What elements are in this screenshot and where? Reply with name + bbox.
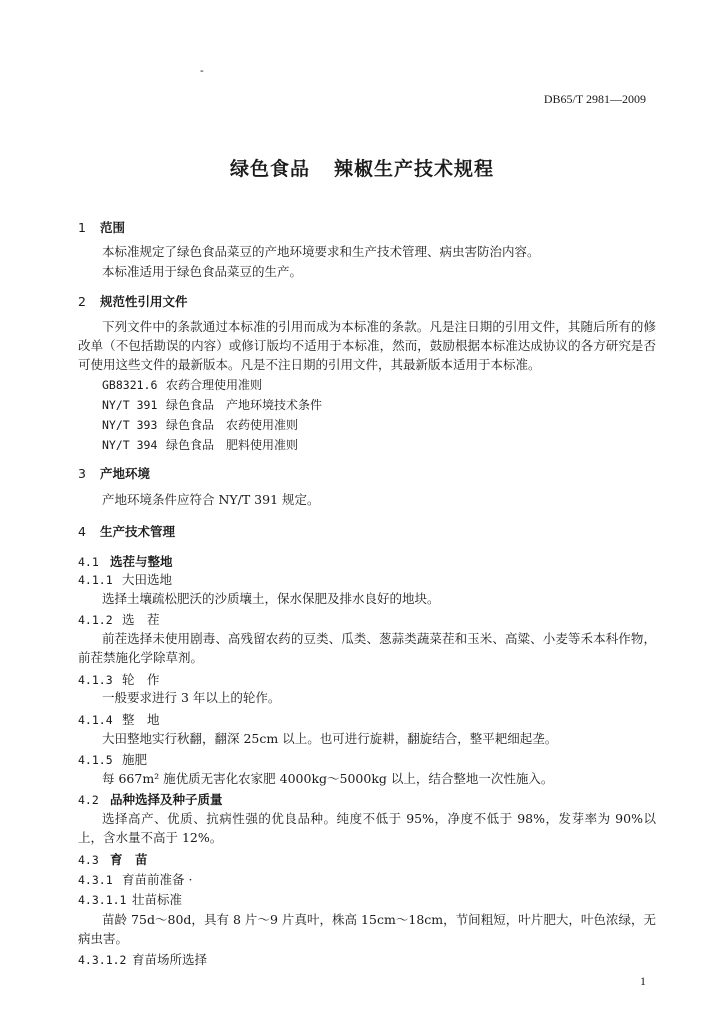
subsubsection-heading: 4.1.4 整 地: [78, 712, 160, 727]
subsubsection-heading: 4.1.3 轮 作: [78, 672, 160, 687]
paragraph: 产地环境条件应符合 NY/T 391 规定。: [102, 492, 320, 507]
subsubsection-heading: 4.1.1 大田选地: [78, 572, 173, 587]
section-heading: 2 规范性引用文件: [78, 294, 188, 309]
paragraph: 本标准规定了绿色食品菜豆的产地环境要求和生产技术管理、病虫害防治内容。: [102, 244, 540, 259]
title-part2: 辣椒生产技术规程: [334, 158, 495, 180]
paragraph: 一般要求进行 3 年以上的轮作。: [102, 690, 281, 705]
page-number: 1: [640, 974, 646, 988]
paragraph: 选择高产、优质、抗病性强的优良品种。纯度不低于 95%，净度不低于 98%，发芽率为 90%以上，含水量不高于 12%。: [78, 811, 656, 845]
subsubsection-heading: 4.1.5 施肥: [78, 752, 148, 767]
document-number: DB65/T 2981—2009: [543, 92, 646, 106]
reference-item: NY/T 391 绿色食品 产地环境技术条件: [102, 398, 323, 412]
paragraph: 本标准适用于绿色食品菜豆的生产。: [102, 264, 303, 279]
paragraph: 下列文件中的条款通过本标准的引用而成为本标准的条款。凡是注日期的引用文件，其随后所有的修改单（不包括勘误的内容）或修订版均不适用于本标准，然而，鼓励根据本标准达成协议的各方研究是否可使用这些文件的最新版本。凡是不注日期的引用文件，其最新版本适用于本标准。: [78, 319, 656, 372]
paragraph: 前茬选择未使用剧毒、高残留农药的豆类、瓜类、葱蒜类蔬菜茬和玉米、高粱、小麦等禾本科作物，前茬禁施化学除草剂。: [78, 631, 656, 665]
subsection-heading: 4.3 育 苗: [78, 852, 148, 867]
paragraph: 选择土壤疏松肥沃的沙质壤土，保水保肥及排水良好的地块。: [102, 591, 440, 606]
section-heading: 4 生产技术管理: [78, 524, 176, 539]
paragraph: 大田整地实行秋翻，翻深 25cm 以上。也可进行旋耕，翻旋结合，整平耙细起垄。: [102, 731, 558, 746]
title-part1: 绿色食品: [229, 158, 310, 180]
subsubsection-heading: 4.3.1 育苗前准备 ·: [78, 872, 193, 887]
reference-item: NY/T 393 绿色食品 农药使用准则: [102, 418, 299, 432]
subsubsection-heading: 4.1.2 选 茬: [78, 612, 160, 627]
paragraph: 苗龄 75d～80d，具有 8 片～9 片真叶，株高 15cm～18cm，节间粗短，叶片肥大，叶色浓绿，无病虫害。: [78, 912, 656, 946]
section-heading: 3 产地环境: [78, 466, 151, 481]
paragraph: 每 667m² 施优质无害化农家肥 4000kg～5000kg 以上，结合整地一次性施入。: [102, 771, 554, 786]
subsubsection-heading: 4.3.1.1 壮苗标准: [78, 892, 183, 907]
reference-item: NY/T 394 绿色食品 肥料使用准则: [102, 438, 299, 452]
subsection-heading: 4.2 品种选择及种子质量: [78, 792, 223, 807]
document-title: [0, 154, 724, 181]
subsubsection-heading: 4.3.1.2 育苗场所选择: [78, 952, 208, 967]
section-heading: 1 范围: [78, 220, 126, 235]
scan-speck: -: [200, 64, 204, 77]
reference-item: GB8321.6 农药合理使用准则: [102, 378, 263, 392]
subsection-heading: 4.1 选茬与整地: [78, 554, 173, 569]
